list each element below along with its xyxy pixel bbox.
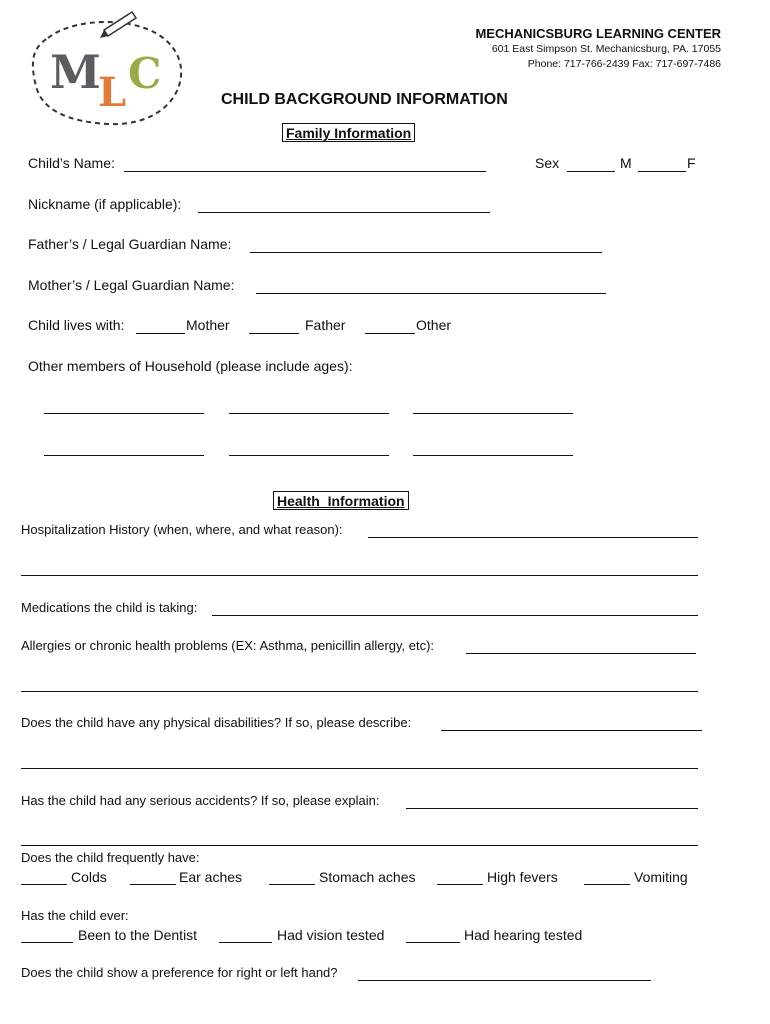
org-address: 601 East Simpson St. Mechanicsburg, PA. 17055 bbox=[491, 43, 721, 55]
sex-m-label: M bbox=[620, 155, 632, 171]
household-field[interactable] bbox=[44, 413, 204, 414]
allergies-field[interactable] bbox=[466, 653, 696, 654]
accidents-label: Has the child had any serious accidents? If so, please explain: bbox=[21, 793, 380, 808]
family-heading: Family Information bbox=[282, 123, 415, 142]
sex-f-label: F bbox=[687, 155, 696, 171]
lives-mother-field[interactable] bbox=[136, 333, 185, 334]
lives-father-label: Father bbox=[305, 317, 346, 333]
mlc-logo bbox=[28, 8, 188, 130]
household-label: Other members of Household (please include ages): bbox=[28, 358, 353, 374]
accidents-field[interactable] bbox=[21, 845, 698, 846]
disabilities-field[interactable] bbox=[441, 730, 702, 731]
dentist-field[interactable] bbox=[21, 942, 73, 943]
lives-other-field[interactable] bbox=[365, 333, 415, 334]
hospitalization-field[interactable] bbox=[21, 575, 698, 576]
hearing-field[interactable] bbox=[406, 942, 460, 943]
father-field[interactable] bbox=[250, 252, 602, 253]
household-field[interactable] bbox=[44, 455, 204, 456]
household-field[interactable] bbox=[229, 413, 389, 414]
org-name: MECHANICSBURG LEARNING CENTER bbox=[475, 26, 721, 41]
disabilities-label: Does the child have any physical disabilities? If so, please describe: bbox=[21, 715, 412, 730]
father-label: Father’s / Legal Guardian Name: bbox=[28, 236, 232, 252]
frequently-label: Does the child frequently have: bbox=[21, 850, 200, 865]
household-field[interactable] bbox=[413, 413, 573, 414]
child-name-label: Child’s Name: bbox=[28, 155, 115, 171]
vision-field[interactable] bbox=[219, 942, 272, 943]
nickname-field[interactable] bbox=[198, 212, 490, 213]
medications-field[interactable] bbox=[212, 615, 698, 616]
mother-field[interactable] bbox=[256, 293, 606, 294]
accidents-field[interactable] bbox=[406, 808, 698, 809]
logo-letter-c: C bbox=[128, 49, 162, 98]
ear-aches-label: Ear aches bbox=[179, 869, 243, 885]
hospitalization-label: Hospitalization History (when, where, and what reason): bbox=[21, 522, 343, 537]
hearing-label: Had hearing tested bbox=[464, 927, 583, 943]
health-heading: Health Information bbox=[273, 491, 409, 510]
logo-letter-l: L bbox=[98, 69, 127, 116]
lives-other-label: Other bbox=[416, 317, 452, 333]
medications-label: Medications the child is taking: bbox=[21, 600, 198, 615]
stomach-aches-label: Stomach aches bbox=[319, 869, 416, 885]
handedness-field[interactable] bbox=[358, 980, 651, 981]
colds-field[interactable] bbox=[21, 884, 67, 885]
sex-m-field[interactable] bbox=[567, 171, 615, 172]
child-name-field[interactable] bbox=[124, 171, 486, 172]
household-field[interactable] bbox=[229, 455, 389, 456]
lives-with-label: Child lives with: bbox=[28, 317, 125, 333]
form-title: CHILD BACKGROUND INFORMATION bbox=[221, 91, 508, 108]
vomiting-field[interactable] bbox=[584, 884, 630, 885]
hospitalization-field[interactable] bbox=[368, 537, 698, 538]
org-phone-fax: Phone: 717-766-2439 Fax: 717-697-7486 bbox=[527, 58, 721, 70]
mother-label: Mother’s / Legal Guardian Name: bbox=[28, 277, 235, 293]
handedness-label: Does the child show a preference for right or left hand? bbox=[21, 965, 338, 980]
ear-aches-field[interactable] bbox=[130, 884, 176, 885]
vomiting-label: Vomiting bbox=[634, 869, 688, 885]
allergies-label: Allergies or chronic health problems (EX: Asthma, penicillin allergy, etc): bbox=[21, 638, 435, 653]
vision-label: Had vision tested bbox=[277, 927, 385, 943]
sex-label: Sex bbox=[535, 155, 560, 171]
stomach-aches-field[interactable] bbox=[269, 884, 315, 885]
dentist-label: Been to the Dentist bbox=[78, 927, 198, 943]
colds-label: Colds bbox=[71, 869, 107, 885]
high-fevers-label: High fevers bbox=[487, 869, 558, 885]
high-fevers-field[interactable] bbox=[437, 884, 483, 885]
disabilities-field[interactable] bbox=[21, 768, 698, 769]
allergies-field[interactable] bbox=[21, 691, 698, 692]
sex-f-field[interactable] bbox=[638, 171, 686, 172]
has-ever-label: Has the child ever: bbox=[21, 908, 129, 923]
logo-letter-m: M bbox=[50, 45, 101, 99]
lives-father-field[interactable] bbox=[249, 333, 299, 334]
lives-mother-label: Mother bbox=[186, 317, 230, 333]
household-field[interactable] bbox=[413, 455, 573, 456]
nickname-label: Nickname (if applicable): bbox=[28, 196, 182, 212]
